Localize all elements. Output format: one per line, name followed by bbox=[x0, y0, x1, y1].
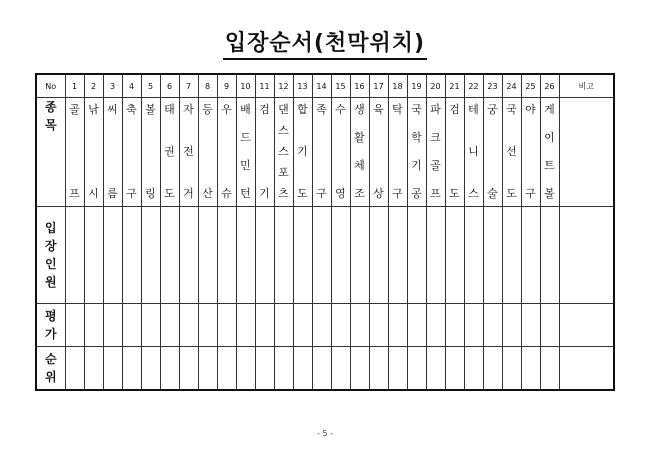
event-char: 시 bbox=[88, 187, 99, 200]
column-number: 11 bbox=[255, 74, 274, 98]
score-cell bbox=[103, 304, 122, 347]
event-char: 상 bbox=[373, 187, 384, 200]
score-cell bbox=[426, 304, 445, 347]
event-char: 테 bbox=[468, 103, 479, 116]
event-char: 도 bbox=[449, 187, 460, 200]
people-cell bbox=[312, 207, 331, 304]
score-cell bbox=[236, 304, 255, 347]
column-number: 19 bbox=[407, 74, 426, 98]
column-number: 9 bbox=[217, 74, 236, 98]
event-char: 이 bbox=[544, 131, 555, 144]
people-label-char: 장 bbox=[44, 239, 57, 253]
score-cell bbox=[540, 304, 559, 347]
event-name bbox=[522, 98, 540, 202]
event-char: 크 bbox=[430, 131, 441, 144]
score-label-char: 평 bbox=[44, 309, 57, 323]
event-name bbox=[237, 98, 255, 202]
event-name bbox=[541, 98, 559, 202]
rank-cell bbox=[141, 347, 160, 391]
score-cell bbox=[122, 304, 141, 347]
event-cell bbox=[350, 98, 369, 207]
event-char: 공 bbox=[411, 187, 422, 200]
rank-cell bbox=[293, 347, 312, 391]
event-name bbox=[503, 98, 521, 202]
event-cell bbox=[407, 98, 426, 207]
people-cell bbox=[502, 207, 521, 304]
score-cell bbox=[312, 304, 331, 347]
score-cell bbox=[369, 304, 388, 347]
event-name bbox=[427, 98, 445, 202]
event-char: 볼 bbox=[145, 103, 156, 116]
score-cell bbox=[350, 304, 369, 347]
event-char: 야 bbox=[525, 103, 536, 116]
event-cell bbox=[293, 98, 312, 207]
event-char: 영 bbox=[335, 187, 346, 200]
event-char: 낚 bbox=[88, 103, 99, 116]
event-char: 합 bbox=[297, 103, 308, 116]
event-name bbox=[446, 98, 464, 202]
event-cell bbox=[312, 98, 331, 207]
event-name bbox=[66, 98, 84, 202]
score-row bbox=[36, 304, 614, 347]
event-char: 민 bbox=[240, 159, 251, 172]
column-number: 23 bbox=[483, 74, 502, 98]
event-char: 육 bbox=[373, 103, 384, 116]
event-cell bbox=[122, 98, 141, 207]
event-cell bbox=[464, 98, 483, 207]
score-cell bbox=[217, 304, 236, 347]
people-cell bbox=[426, 207, 445, 304]
page-title-text: 입장순서(천막위치) bbox=[223, 31, 427, 60]
event-cell bbox=[160, 98, 179, 207]
event-cell bbox=[445, 98, 464, 207]
rank-cell bbox=[388, 347, 407, 391]
rank-label-char: 위 bbox=[44, 370, 57, 384]
event-char: 구 bbox=[392, 187, 403, 200]
rank-cell bbox=[274, 347, 293, 391]
score-label bbox=[36, 304, 65, 347]
people-cell bbox=[483, 207, 502, 304]
rank-cell bbox=[198, 347, 217, 391]
event-name bbox=[180, 98, 198, 202]
score-cell bbox=[445, 304, 464, 347]
event-char: 탁 bbox=[392, 103, 403, 116]
score-cell bbox=[274, 304, 293, 347]
column-number: 15 bbox=[331, 74, 350, 98]
score-cell bbox=[65, 304, 84, 347]
event-char: 프 bbox=[430, 187, 441, 200]
column-number: 10 bbox=[236, 74, 255, 98]
remarks-cell bbox=[559, 207, 614, 304]
people-row bbox=[36, 207, 614, 304]
event-cell bbox=[483, 98, 502, 207]
rank-cell bbox=[122, 347, 141, 391]
people-cell bbox=[445, 207, 464, 304]
event-name bbox=[351, 98, 369, 202]
event-char: 프 bbox=[69, 187, 80, 200]
rank-cell bbox=[350, 347, 369, 391]
event-char: 턴 bbox=[240, 187, 251, 200]
event-cell bbox=[236, 98, 255, 207]
column-number: 7 bbox=[179, 74, 198, 98]
people-cell bbox=[274, 207, 293, 304]
event-name bbox=[85, 98, 103, 202]
column-number: 8 bbox=[198, 74, 217, 98]
people-cell bbox=[217, 207, 236, 304]
rank-cell bbox=[236, 347, 255, 391]
event-char: 궁 bbox=[487, 103, 498, 116]
score-cell bbox=[179, 304, 198, 347]
score-cell bbox=[84, 304, 103, 347]
rank-cell bbox=[464, 347, 483, 391]
event-cell bbox=[540, 98, 559, 207]
people-cell bbox=[388, 207, 407, 304]
score-cell bbox=[293, 304, 312, 347]
column-number: 25 bbox=[521, 74, 540, 98]
rank-cell bbox=[445, 347, 464, 391]
score-cell bbox=[407, 304, 426, 347]
event-label-char: 종 bbox=[44, 100, 57, 114]
column-number: 22 bbox=[464, 74, 483, 98]
event-name bbox=[408, 98, 426, 202]
score-cell bbox=[483, 304, 502, 347]
rank-cell bbox=[540, 347, 559, 391]
people-cell bbox=[65, 207, 84, 304]
event-char: 슈 bbox=[221, 187, 232, 200]
people-cell bbox=[236, 207, 255, 304]
event-label bbox=[36, 98, 65, 207]
event-name bbox=[313, 98, 331, 202]
event-cell bbox=[103, 98, 122, 207]
event-char: 골 bbox=[430, 159, 441, 172]
event-char: 름 bbox=[107, 187, 118, 200]
event-name bbox=[389, 98, 407, 202]
event-char: 국 bbox=[506, 103, 517, 116]
event-char: 츠 bbox=[278, 187, 289, 200]
rank-cell bbox=[65, 347, 84, 391]
event-char: 국 bbox=[411, 103, 422, 116]
column-number: 21 bbox=[445, 74, 464, 98]
event-cell bbox=[65, 98, 84, 207]
rank-cell bbox=[179, 347, 198, 391]
score-cell bbox=[198, 304, 217, 347]
event-char: 골 bbox=[69, 103, 80, 116]
remarks-cell bbox=[559, 304, 614, 347]
score-cell bbox=[388, 304, 407, 347]
event-char: 태 bbox=[164, 103, 175, 116]
event-char: 구 bbox=[126, 187, 137, 200]
event-char: 전 bbox=[183, 145, 194, 158]
event-char: 볼 bbox=[544, 187, 555, 200]
remarks-cell bbox=[559, 347, 614, 391]
event-name bbox=[294, 98, 312, 202]
remarks-cell bbox=[559, 98, 614, 207]
people-cell bbox=[84, 207, 103, 304]
event-char: 배 bbox=[240, 103, 251, 116]
event-row bbox=[36, 98, 614, 207]
event-char: 생 bbox=[354, 103, 365, 116]
event-char: 활 bbox=[354, 131, 365, 144]
event-char: 권 bbox=[164, 145, 175, 158]
rank-cell bbox=[483, 347, 502, 391]
event-char: 기 bbox=[411, 159, 422, 172]
page-title bbox=[0, 31, 650, 60]
no-header: No bbox=[36, 74, 65, 98]
people-cell bbox=[103, 207, 122, 304]
event-char: 우 bbox=[221, 103, 232, 116]
rank-cell bbox=[255, 347, 274, 391]
column-number: 2 bbox=[84, 74, 103, 98]
event-char: 구 bbox=[525, 187, 536, 200]
event-char: 드 bbox=[240, 131, 251, 144]
people-label-char: 원 bbox=[44, 275, 57, 289]
score-cell bbox=[521, 304, 540, 347]
rank-cell bbox=[502, 347, 521, 391]
rank-cell bbox=[369, 347, 388, 391]
event-name bbox=[218, 98, 236, 202]
column-number: 20 bbox=[426, 74, 445, 98]
people-cell bbox=[331, 207, 350, 304]
event-name bbox=[199, 98, 217, 202]
event-cell bbox=[388, 98, 407, 207]
event-name bbox=[123, 98, 141, 202]
event-cell bbox=[369, 98, 388, 207]
remarks-header: 비고 bbox=[559, 74, 614, 98]
people-label-char: 인 bbox=[44, 257, 57, 271]
event-char: 트 bbox=[544, 159, 555, 172]
event-cell bbox=[274, 98, 293, 207]
score-cell bbox=[141, 304, 160, 347]
event-char: 댄 bbox=[278, 103, 289, 116]
score-cell bbox=[464, 304, 483, 347]
rank-label bbox=[36, 347, 65, 391]
column-number: 26 bbox=[540, 74, 559, 98]
event-char: 파 bbox=[430, 103, 441, 116]
people-cell bbox=[464, 207, 483, 304]
event-char: 체 bbox=[354, 159, 365, 172]
people-cell bbox=[122, 207, 141, 304]
score-cell bbox=[331, 304, 350, 347]
event-char: 등 bbox=[202, 103, 213, 116]
event-char: 포 bbox=[278, 166, 289, 179]
event-char: 산 bbox=[202, 187, 213, 200]
people-cell bbox=[521, 207, 540, 304]
rank-cell bbox=[407, 347, 426, 391]
event-char: 스 bbox=[278, 124, 289, 137]
event-cell bbox=[331, 98, 350, 207]
event-cell bbox=[521, 98, 540, 207]
event-char: 구 bbox=[316, 187, 327, 200]
rank-label-char: 순 bbox=[44, 352, 57, 366]
column-number: 12 bbox=[274, 74, 293, 98]
people-cell bbox=[255, 207, 274, 304]
column-number: 4 bbox=[122, 74, 141, 98]
people-label bbox=[36, 207, 65, 304]
event-name bbox=[332, 98, 350, 202]
column-number: 5 bbox=[141, 74, 160, 98]
event-char: 링 bbox=[145, 187, 156, 200]
people-cell bbox=[141, 207, 160, 304]
event-char: 도 bbox=[164, 187, 175, 200]
event-char: 수 bbox=[335, 103, 346, 116]
event-name bbox=[161, 98, 179, 202]
rank-cell bbox=[103, 347, 122, 391]
event-char: 씨 bbox=[107, 103, 118, 116]
people-cell bbox=[293, 207, 312, 304]
event-char: 도 bbox=[506, 187, 517, 200]
column-number: 17 bbox=[369, 74, 388, 98]
event-cell bbox=[198, 98, 217, 207]
event-char: 조 bbox=[354, 187, 365, 200]
event-char: 기 bbox=[297, 145, 308, 158]
entry-order-table bbox=[35, 73, 615, 391]
event-name bbox=[465, 98, 483, 202]
column-number: 14 bbox=[312, 74, 331, 98]
event-name bbox=[370, 98, 388, 202]
score-cell bbox=[255, 304, 274, 347]
event-char: 게 bbox=[544, 103, 555, 116]
event-cell bbox=[426, 98, 445, 207]
event-char: 축 bbox=[126, 103, 137, 116]
event-char: 족 bbox=[316, 103, 327, 116]
event-cell bbox=[217, 98, 236, 207]
event-name bbox=[484, 98, 502, 202]
people-cell bbox=[179, 207, 198, 304]
rank-cell bbox=[331, 347, 350, 391]
header-row bbox=[36, 74, 614, 98]
event-char: 술 bbox=[487, 187, 498, 200]
event-char: 자 bbox=[183, 103, 194, 116]
rank-cell bbox=[217, 347, 236, 391]
event-label-char: 목 bbox=[44, 118, 57, 132]
score-label-char: 가 bbox=[44, 327, 57, 341]
people-cell bbox=[407, 207, 426, 304]
event-cell bbox=[502, 98, 521, 207]
event-char: 선 bbox=[506, 145, 517, 158]
event-name bbox=[275, 98, 293, 202]
event-char: 스 bbox=[278, 145, 289, 158]
event-char: 스 bbox=[468, 187, 479, 200]
score-cell bbox=[502, 304, 521, 347]
people-label-char: 입 bbox=[44, 221, 57, 235]
event-cell bbox=[141, 98, 160, 207]
event-name bbox=[104, 98, 122, 202]
column-number: 18 bbox=[388, 74, 407, 98]
people-cell bbox=[540, 207, 559, 304]
column-number: 13 bbox=[293, 74, 312, 98]
column-number: 16 bbox=[350, 74, 369, 98]
event-name bbox=[142, 98, 160, 202]
people-cell bbox=[350, 207, 369, 304]
column-number: 24 bbox=[502, 74, 521, 98]
event-char: 학 bbox=[411, 131, 422, 144]
column-number: 6 bbox=[160, 74, 179, 98]
people-cell bbox=[198, 207, 217, 304]
page-number: - 5 - bbox=[317, 429, 333, 438]
event-char: 거 bbox=[183, 187, 194, 200]
rank-cell bbox=[426, 347, 445, 391]
rank-cell bbox=[521, 347, 540, 391]
event-char: 검 bbox=[259, 103, 270, 116]
event-cell bbox=[179, 98, 198, 207]
column-number: 1 bbox=[65, 74, 84, 98]
event-cell bbox=[255, 98, 274, 207]
event-char: 도 bbox=[297, 187, 308, 200]
score-cell bbox=[160, 304, 179, 347]
rank-cell bbox=[312, 347, 331, 391]
people-cell bbox=[369, 207, 388, 304]
rank-row bbox=[36, 347, 614, 391]
event-char: 기 bbox=[259, 187, 270, 200]
rank-cell bbox=[160, 347, 179, 391]
column-number: 3 bbox=[103, 74, 122, 98]
event-name bbox=[256, 98, 274, 202]
people-cell bbox=[160, 207, 179, 304]
event-char: 니 bbox=[468, 145, 479, 158]
event-cell bbox=[84, 98, 103, 207]
rank-cell bbox=[84, 347, 103, 391]
event-char: 검 bbox=[449, 103, 460, 116]
